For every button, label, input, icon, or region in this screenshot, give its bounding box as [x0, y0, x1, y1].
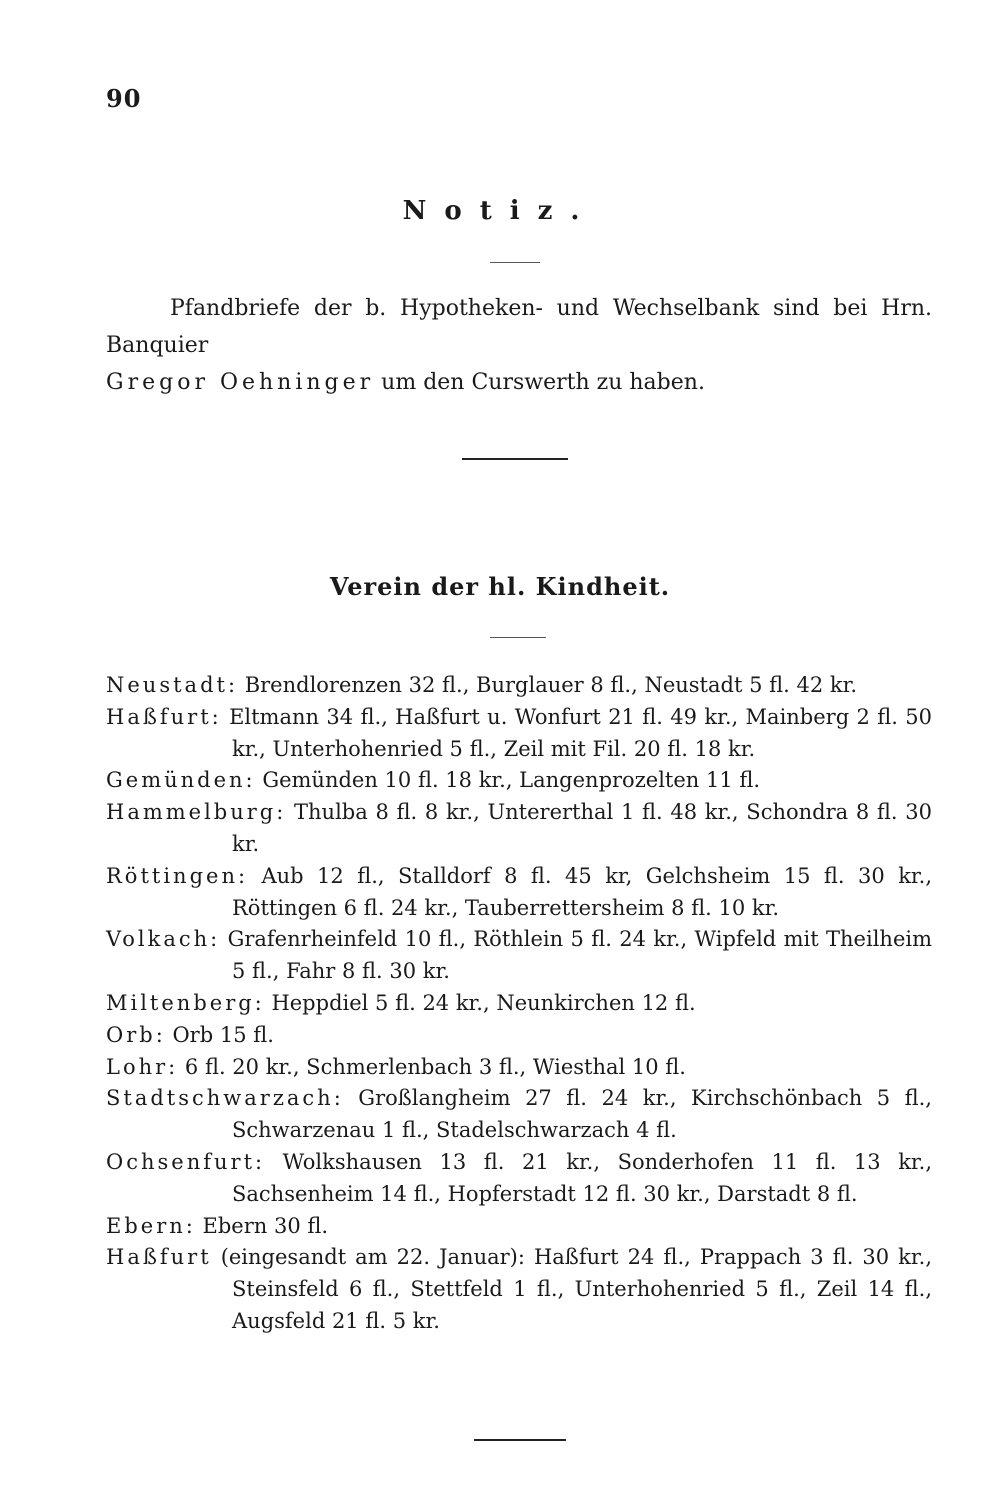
district-donations: Brendlorenzen 32 fl., Burglauer 8 fl., Neustadt 5 fl. 42 kr.: [238, 673, 857, 697]
donation-list: [106, 670, 932, 1338]
list-item: [106, 702, 932, 766]
list-item: [106, 765, 932, 797]
district-donations: Thulba 8 fl. 8 kr., Untererthal 1 fl. 48 kr., Schondra 8 fl. 30 kr.: [232, 800, 932, 856]
district-name: Ebern:: [106, 1213, 196, 1238]
list-item: [106, 1052, 932, 1084]
list-item: [106, 1211, 932, 1243]
list-item: [106, 1242, 932, 1337]
closing-divider: [474, 1439, 566, 1441]
list-item: [106, 988, 932, 1020]
list-item: [106, 1147, 932, 1211]
notiz-line-2-rest: um den Curswerth zu haben.: [374, 370, 705, 395]
district-name: Stadtschwarzach:: [106, 1086, 344, 1111]
section-divider: [462, 458, 568, 460]
district-name: Ochsenfurt:: [106, 1149, 266, 1174]
district-donations: Aub 12 fl., Stalldorf 8 fl. 45 kr, Gelchsheim 15 fl. 30 kr., Röttingen 6 fl. 24 kr., Tauberrettersheim 8 fl. 10 kr.: [232, 863, 932, 920]
notiz-line-2: [106, 364, 932, 401]
district-donations: Eltmann 34 fl., Haßfurt u. Wonfurt 21 fl. 49 kr., Mainberg 2 fl. 50 kr., Unterhohenried 5 fl., Zeil mit Fil. 20 fl. 18 kr.: [221, 704, 932, 761]
district-name: Haßfurt: [106, 1245, 212, 1270]
district-donations: Heppdiel 5 fl. 24 kr., Neunkirchen 12 fl.: [264, 990, 696, 1015]
heading-divider: [490, 262, 540, 263]
district-name: Röttingen:: [106, 863, 249, 888]
district-name: Lohr:: [106, 1054, 179, 1079]
notiz-heading: Notiz.: [402, 196, 598, 226]
list-item: [106, 1083, 932, 1147]
notiz-paragraph: [106, 290, 932, 401]
district-name: Gemünden:: [106, 768, 256, 793]
district-name: Orb:: [106, 1022, 166, 1047]
page-number: 90: [106, 84, 142, 113]
district-donations: 6 fl. 20 kr., Schmerlenbach 3 fl., Wiesthal 10 fl.: [178, 1054, 686, 1079]
district-donations: Grafenrheinfeld 10 fl., Röthlein 5 fl. 24 kr., Wipfeld mit Theilheim 5 fl., Fahr 8 fl. 30 kr.: [220, 927, 932, 984]
list-item: [106, 797, 932, 861]
list-item: [106, 1020, 932, 1052]
list-item: [106, 861, 932, 925]
verein-heading: Verein der hl. Kindheit.: [329, 572, 671, 601]
district-name: Haßfurt:: [106, 704, 222, 729]
district-name: Volkach:: [106, 927, 221, 952]
notiz-line-1: Pfandbriefe der b. Hypotheken- und Wechselbank sind bei Hrn. Banquier: [106, 296, 932, 358]
district-donations: (eingesandt am 22. Januar): Haßfurt 24 fl., Prappach 3 fl. 30 kr., Steinsfeld 6 fl., Stettfeld 1 fl., Unterhohenried 5 fl., Zeil 14 fl., Augsfeld 21 fl. 5 kr.: [211, 1245, 932, 1333]
district-donations: Wolkshausen 13 fl. 21 kr., Sonderhofen 11 fl. 13 kr., Sachsenheim 14 fl., Hopferstadt 12 fl. 30 kr., Darstadt 8 fl.: [232, 1149, 932, 1206]
list-item: [106, 670, 932, 702]
district-donations: Gemünden 10 fl. 18 kr., Langenprozelten 11 fl.: [255, 768, 761, 793]
heading-divider: [490, 637, 546, 638]
district-name: Hammelburg:: [106, 800, 287, 825]
district-name: Miltenberg:: [106, 990, 265, 1015]
district-donations: Großlangheim 27 fl. 24 kr., Kirchschönbach 5 fl., Schwarzenau 1 fl., Stadelschwarzach 4 fl.: [232, 1086, 932, 1143]
banker-name: Gregor Oehninger: [106, 370, 375, 395]
district-name: Neustadt:: [106, 673, 239, 697]
list-item: [106, 924, 932, 988]
district-donations: Orb 15 fl.: [165, 1022, 274, 1047]
district-donations: Ebern 30 fl.: [195, 1213, 329, 1238]
